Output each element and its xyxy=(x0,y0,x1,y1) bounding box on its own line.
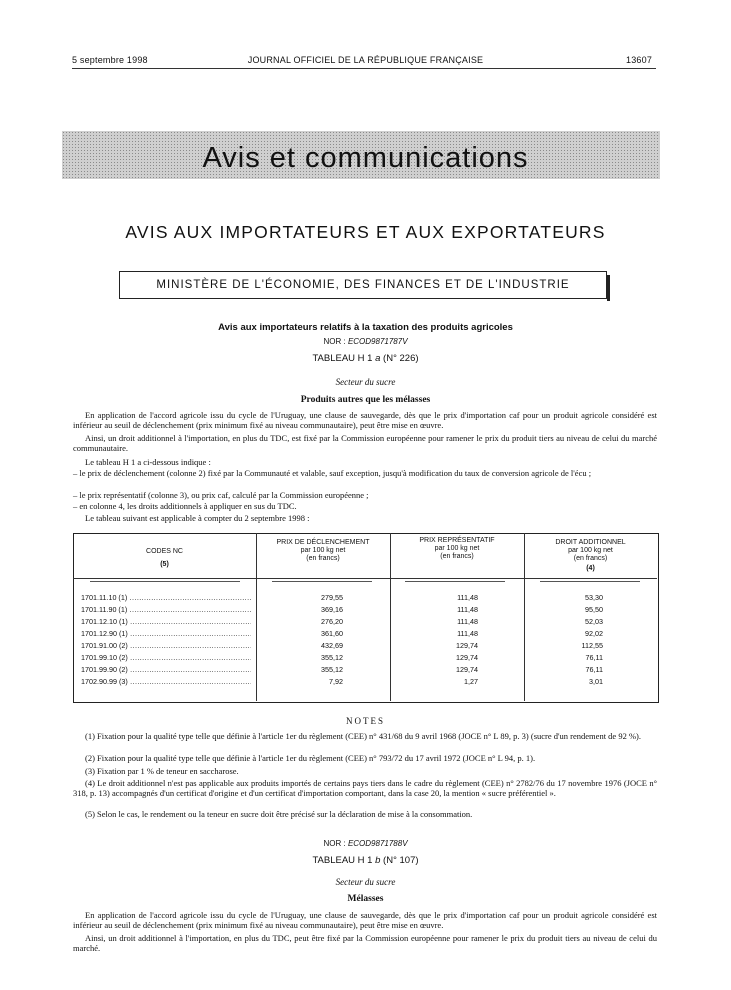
table-label-2 xyxy=(0,855,731,866)
column-header-currency: (en francs) xyxy=(440,553,474,560)
rule-dash xyxy=(540,581,640,582)
cell-representative-price: 1,27 xyxy=(464,677,478,686)
cell-trigger-price: 361,60 xyxy=(321,629,343,638)
table-row xyxy=(73,629,657,641)
rule-dash xyxy=(272,581,372,582)
nor-code: ECOD9871787V xyxy=(347,337,408,346)
cell-code: 1701.99.10 (2) ..... xyxy=(81,653,251,662)
paragraph-1: En application de l'accord agricole issu du cycle de l'Uruguay, une clause de sauvegarde, dès que le prix d'importation caf pour un produit agricole considéré est inférieur au seuil de déclenchement (prix minimum fixé au niveau communautaire), peut être mise en œuvre. xyxy=(73,410,657,430)
table-row xyxy=(73,665,657,677)
bullet-3: – en colonne 4, les droits additionnels à appliquer en sus du TDC. xyxy=(73,501,297,511)
cell-representative-price: 129,74 xyxy=(456,665,478,674)
cell-code: 1701.11.10 (1) ..... xyxy=(81,593,251,602)
rule-dash xyxy=(90,581,240,582)
nor-label: NOR : xyxy=(323,337,346,346)
table-letter: a xyxy=(375,353,381,364)
section-title: AVIS AUX IMPORTATEURS ET AUX EXPORTATEURS xyxy=(125,222,606,242)
bullet-1: – le prix de déclenchement (colonne 2) fixé par la Communauté et valable, sauf exception, jusqu'à modification du taux de conversion agricole de l'écu ; xyxy=(73,468,592,478)
column-header-label: CODES NC xyxy=(146,548,183,555)
ministry-name: MINISTÈRE DE L'ÉCONOMIE, DES FINANCES ET DE L'INDUSTRIE xyxy=(156,279,570,291)
cell-trigger-price: 276,20 xyxy=(321,617,343,626)
table-row xyxy=(73,617,657,629)
cell-code: 1701.12.10 (1) ..... xyxy=(81,617,251,626)
table-row xyxy=(73,677,657,689)
cell-additional-duty: 95,50 xyxy=(585,605,603,614)
table-number: (N° 226) xyxy=(383,353,419,364)
paragraph-6: Ainsi, un droit additionnel à l'importation, en plus du TDC, peut être fixé par la Commission européenne pour ramener le prix du produit tiers au niveau de celui du marché. xyxy=(73,933,657,953)
cell-trigger-price: 432,69 xyxy=(321,641,343,650)
cell-representative-price: 111,48 xyxy=(457,629,478,638)
column-header-label: PRIX REPRÉSENTATIF xyxy=(419,537,495,544)
cell-representative-price: 111,48 xyxy=(457,605,478,614)
note-4: (4) Le droit additionnel n'est pas applicable aux produits importés de certains pays tiers dans le cadre du règlement (CEE) n° 2782/76 du 17 novembre 1976 (JOCE n° 318, p. 13) accompagnés d'un certificat d'origine et d'un certificat d'importation comportant, dans la case 20, la mention « sucre préférentiel ». xyxy=(73,778,657,798)
note-1: (1) Fixation pour la qualité type telle que définie à l'article 1er du règlement (CEE) n° 431/68 du 9 avril 1968 (JOCE n° L 89, p. 3) (sucre d'un rendement de 92 %). xyxy=(85,731,641,741)
paragraph-3: Le tableau H 1 a ci-dessous indique : xyxy=(85,457,211,467)
paragraph-4: Le tableau suivant est applicable à compter du 2 septembre 1998 : xyxy=(85,513,310,523)
table-row xyxy=(73,593,657,605)
note-2: (2) Fixation pour la qualité type telle que définie à l'article 1er du règlement (CEE) n° 793/72 du 17 avril 1972 (JOCE n° L 94, p. 1). xyxy=(85,753,536,763)
cell-additional-duty: 76,11 xyxy=(585,665,603,674)
column-header-representative-price xyxy=(390,537,524,561)
nor-line xyxy=(0,337,731,346)
cell-representative-price: 111,48 xyxy=(457,593,478,602)
paragraph-2: Ainsi, un droit additionnel à l'importation, en plus du TDC, est fixé par la Commission européenne pour ramener le prix du produit tiers au niveau de celui du marché communautaire. xyxy=(73,433,657,453)
column-header-number: (4) xyxy=(586,565,595,572)
cell-code: 1702.90.99 (3) ..... xyxy=(81,677,251,686)
sector-label-2: Secteur du sucre xyxy=(335,877,396,887)
column-header-additional-duty xyxy=(524,539,657,573)
paragraph-5: En application de l'accord agricole issu du cycle de l'Uruguay, une clause de sauvegarde, dès que le prix d'importation caf pour un produit agricole considéré est inférieur au seuil de déclenchement (prix minimum fixé au niveau communautaire), peut être mise en œuvre. xyxy=(73,910,657,930)
cell-code: 1701.91.00 (2) ..... xyxy=(81,641,251,650)
table-number: (N° 107) xyxy=(383,855,419,866)
column-header-currency: (en francs) xyxy=(306,555,340,562)
ministry-box xyxy=(119,271,607,299)
note-5: (5) Selon le cas, le rendement ou la teneur en sucre doit être précisé sur la déclaration de mise à la consommation. xyxy=(85,809,473,819)
column-header-label: PRIX DE DÉCLENCHEMENT xyxy=(276,539,370,546)
column-header-number: (5) xyxy=(160,561,169,568)
table-row xyxy=(73,641,657,653)
cell-additional-duty: 92,02 xyxy=(585,629,603,638)
bullet-2: – le prix représentatif (colonne 3), ou prix caf, calculé par la Commission européenne ; xyxy=(73,490,369,500)
column-header-codes xyxy=(73,548,256,569)
notice-title: Avis aux importateurs relatifs à la taxation des produits agricoles xyxy=(218,322,513,333)
header-divider xyxy=(73,578,657,579)
cell-additional-duty: 53,30 xyxy=(585,593,603,602)
banner-title: Avis et communications xyxy=(202,142,529,174)
header-date: 5 septembre 1998 xyxy=(72,55,148,65)
cell-representative-price: 129,74 xyxy=(456,641,478,650)
cell-trigger-price: 279,55 xyxy=(321,593,343,602)
table-row xyxy=(73,653,657,665)
column-header-trigger-price xyxy=(256,539,390,563)
header-page-number: 13607 xyxy=(626,55,653,65)
cell-trigger-price: 369,16 xyxy=(321,605,343,614)
cell-trigger-price: 355,12 xyxy=(321,665,343,674)
column-header-unit: par 100 kg net xyxy=(300,547,346,554)
cell-additional-duty: 76,11 xyxy=(585,653,603,662)
cell-code: 1701.12.90 (1) ..... xyxy=(81,629,251,638)
cell-additional-duty: 52,03 xyxy=(585,617,603,626)
cell-trigger-price: 355,12 xyxy=(321,653,343,662)
table-label-text: TABLEAU H 1 xyxy=(312,353,373,364)
table-label-text: TABLEAU H 1 xyxy=(312,855,373,866)
cell-representative-price: 129,74 xyxy=(456,653,478,662)
sector-label: Secteur du sucre xyxy=(335,377,396,387)
cell-additional-duty: 3,01 xyxy=(589,677,603,686)
notes-title: NOTES xyxy=(346,716,385,726)
cell-code: 1701.99.90 (2) ..... xyxy=(81,665,251,674)
note-3: (3) Fixation par 1 % de teneur en saccharose. xyxy=(85,766,239,776)
cell-trigger-price: 7,92 xyxy=(329,677,343,686)
rule-dash xyxy=(405,581,505,582)
cell-additional-duty: 112,55 xyxy=(581,641,603,650)
cell-representative-price: 111,48 xyxy=(457,617,478,626)
nor-code: ECOD9871788V xyxy=(347,839,408,848)
table-letter: b xyxy=(375,855,381,866)
column-header-unit: par 100 kg net xyxy=(434,545,480,552)
nor-label: NOR : xyxy=(323,839,346,848)
header-journal: JOURNAL OFFICIEL DE LA RÉPUBLIQUE FRANÇAISE xyxy=(247,55,484,65)
table-label xyxy=(0,353,731,364)
subtitle-2: Mélasses xyxy=(347,894,384,904)
column-header-unit: par 100 kg net xyxy=(568,547,613,554)
nor-line-2 xyxy=(0,839,731,848)
column-header-label: DROIT ADDITIONNEL xyxy=(555,539,626,546)
table-row xyxy=(73,605,657,617)
column-header-currency: (en francs) xyxy=(573,555,608,562)
header-rule xyxy=(72,68,656,69)
cell-code: 1701.11.90 (1) ..... xyxy=(81,605,251,614)
subtitle: Produits autres que les mélasses xyxy=(300,395,431,405)
